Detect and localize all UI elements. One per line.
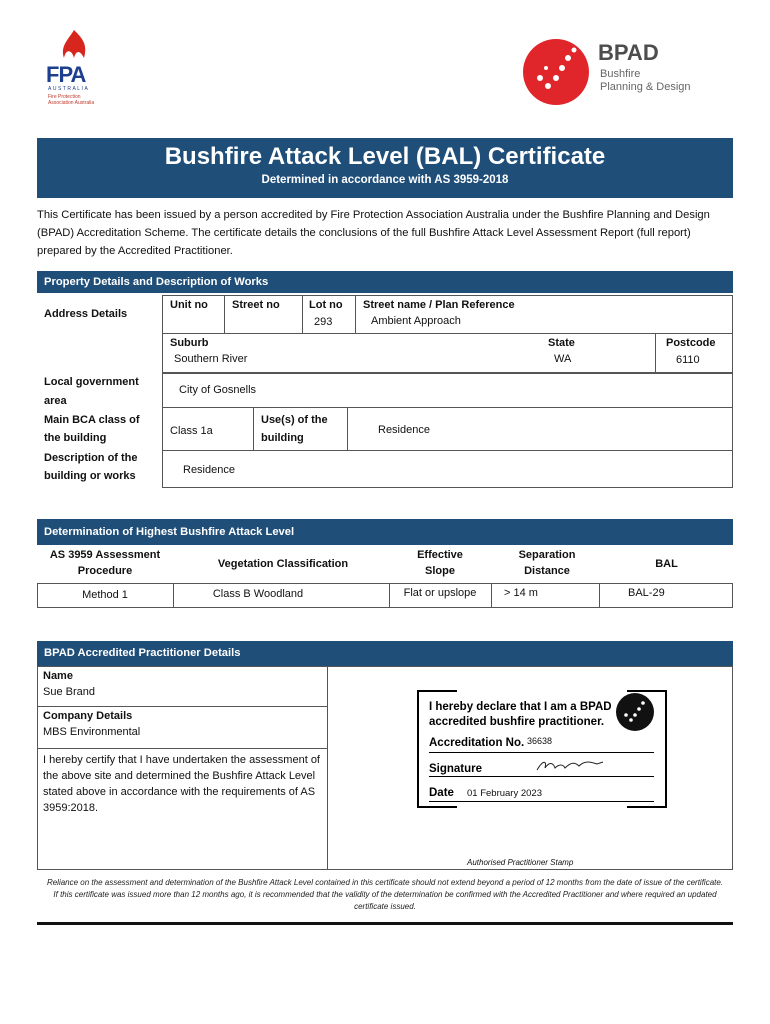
- state-value: WA: [554, 353, 572, 365]
- bpad-line1: Bushfire: [600, 68, 641, 80]
- stamp-declaration-2: accredited bushfire practitioner.: [429, 716, 605, 728]
- lga-label-1: Local government: [44, 376, 139, 388]
- footer-rule: [37, 922, 733, 925]
- title-band: [37, 138, 733, 198]
- flame-icon: [54, 28, 94, 62]
- intro-paragraph: This Certificate has been issued by a person accredited by Fire Protection Association Australia under the Bushfire Planning and Design (BPAD) Accreditation Scheme. The certificate details the conclusions of the full Bushfire Attack Level Assessment Report (full report) prepared by the Accredited Practitioner.: [37, 209, 710, 257]
- street-name-label: Street name / Plan Reference: [363, 299, 515, 311]
- signature-image: [535, 756, 605, 776]
- desc-label-2: building or works: [44, 470, 136, 482]
- slope-value: Flat or upslope: [403, 587, 477, 599]
- practitioner-stamp: [417, 690, 667, 808]
- stamp-globe-icon: [615, 692, 655, 732]
- suburb-value: Southern River: [174, 353, 248, 365]
- accreditation-value: 36638: [527, 736, 553, 746]
- distance-value: > 14 m: [504, 587, 538, 599]
- determination-section-heading: Determination of Highest Bushfire Attack Level: [37, 519, 733, 545]
- lot-value: 293: [314, 316, 333, 328]
- bal-header: BAL: [655, 558, 678, 570]
- use-label-1: Use(s) of the: [261, 414, 328, 426]
- use-value: Residence: [378, 424, 430, 436]
- street-no-label: Street no: [232, 299, 280, 311]
- suburb-label: Suburb: [170, 337, 209, 349]
- postcode-value: 6110: [676, 354, 700, 366]
- company-value: MBS Environmental: [43, 726, 141, 738]
- fpa-org-line2: Association Australia: [48, 100, 95, 106]
- bpad-globe-icon: [522, 38, 590, 106]
- certify-text: I hereby certify that I have undertaken the assessment of the above site and determined the Bushfire Attack Level stated above in accordance with the requirements of AS 3959:2018.: [43, 754, 320, 814]
- bpad-wordmark: BPAD: [598, 40, 659, 65]
- lot-label: Lot no: [309, 299, 343, 311]
- address-label: Address Details: [44, 308, 128, 320]
- street-name-value: Ambient Approach: [371, 315, 461, 327]
- disclaimer: Reliance on the assessment and determination of the Bushfire Attack Level contained in this certificate should not extend beyond a period of 12 months from the date of issue of the certificate. If this certificate was issued more than 12 months ago, it is recommended that the validity of the determination be confirmed with the Accredited Practitioner and where required an updated certificate issued.: [46, 878, 724, 911]
- slope-header-line2: Slope: [425, 565, 455, 577]
- procedure-header: [37, 547, 173, 579]
- bpad-line2: Planning & Design: [600, 81, 691, 93]
- fpa-country: AUSTRALIA: [48, 86, 90, 92]
- stamp-caption: Authorised Practitioner Stamp: [467, 858, 574, 867]
- date-label: Date: [429, 787, 454, 799]
- certificate-subtitle: Determined in accordance with AS 3959-2018: [261, 174, 509, 186]
- procedure-header-line2: Procedure: [77, 565, 133, 577]
- fpa-logo: [40, 28, 112, 112]
- lga-value: City of Gosnells: [179, 384, 257, 396]
- property-section-heading: Property Details and Description of Works: [37, 271, 733, 293]
- bca-label-1: Main BCA class of: [44, 414, 140, 426]
- slope-header: [390, 547, 490, 579]
- unit-label: Unit no: [170, 299, 208, 311]
- fpa-org-line1: Fire Protection: [48, 94, 81, 100]
- distance-header-line2: Distance: [524, 565, 570, 577]
- distance-header: [497, 547, 597, 579]
- vegetation-value: Class B Woodland: [212, 588, 304, 600]
- method-value: Method 1: [82, 589, 128, 601]
- accreditation-label: Accreditation No.: [429, 737, 525, 749]
- bca-label-2: the building: [44, 432, 107, 444]
- procedure-header-line1: AS 3959 Assessment: [49, 549, 161, 561]
- desc-value: Residence: [183, 464, 235, 476]
- desc-label-1: Description of the: [44, 452, 138, 464]
- company-label: Company Details: [43, 710, 133, 722]
- stamp-declaration-1: I hereby declare that I am a BPAD: [429, 701, 612, 713]
- postcode-label: Postcode: [666, 337, 716, 349]
- date-value: 01 February 2023: [467, 788, 542, 799]
- vegetation-header: Vegetation Classification: [217, 558, 349, 570]
- use-label-2: building: [261, 432, 304, 444]
- bca-value: Class 1a: [170, 425, 213, 437]
- state-label: State: [548, 337, 575, 349]
- name-value: Sue Brand: [43, 686, 95, 698]
- signature-label: Signature: [429, 763, 483, 775]
- bal-value: BAL-29: [628, 587, 665, 599]
- practitioner-section-heading: BPAD Accredited Practitioner Details: [37, 641, 733, 666]
- certificate-title: Bushfire Attack Level (BAL) Certificate: [164, 143, 606, 170]
- lga-label-2: area: [44, 395, 67, 407]
- bpad-logo: [522, 38, 722, 108]
- name-label: Name: [43, 670, 73, 682]
- slope-header-line1: Effective: [417, 549, 463, 561]
- fpa-wordmark: FPA: [46, 62, 86, 87]
- distance-header-line1: Separation: [518, 549, 576, 561]
